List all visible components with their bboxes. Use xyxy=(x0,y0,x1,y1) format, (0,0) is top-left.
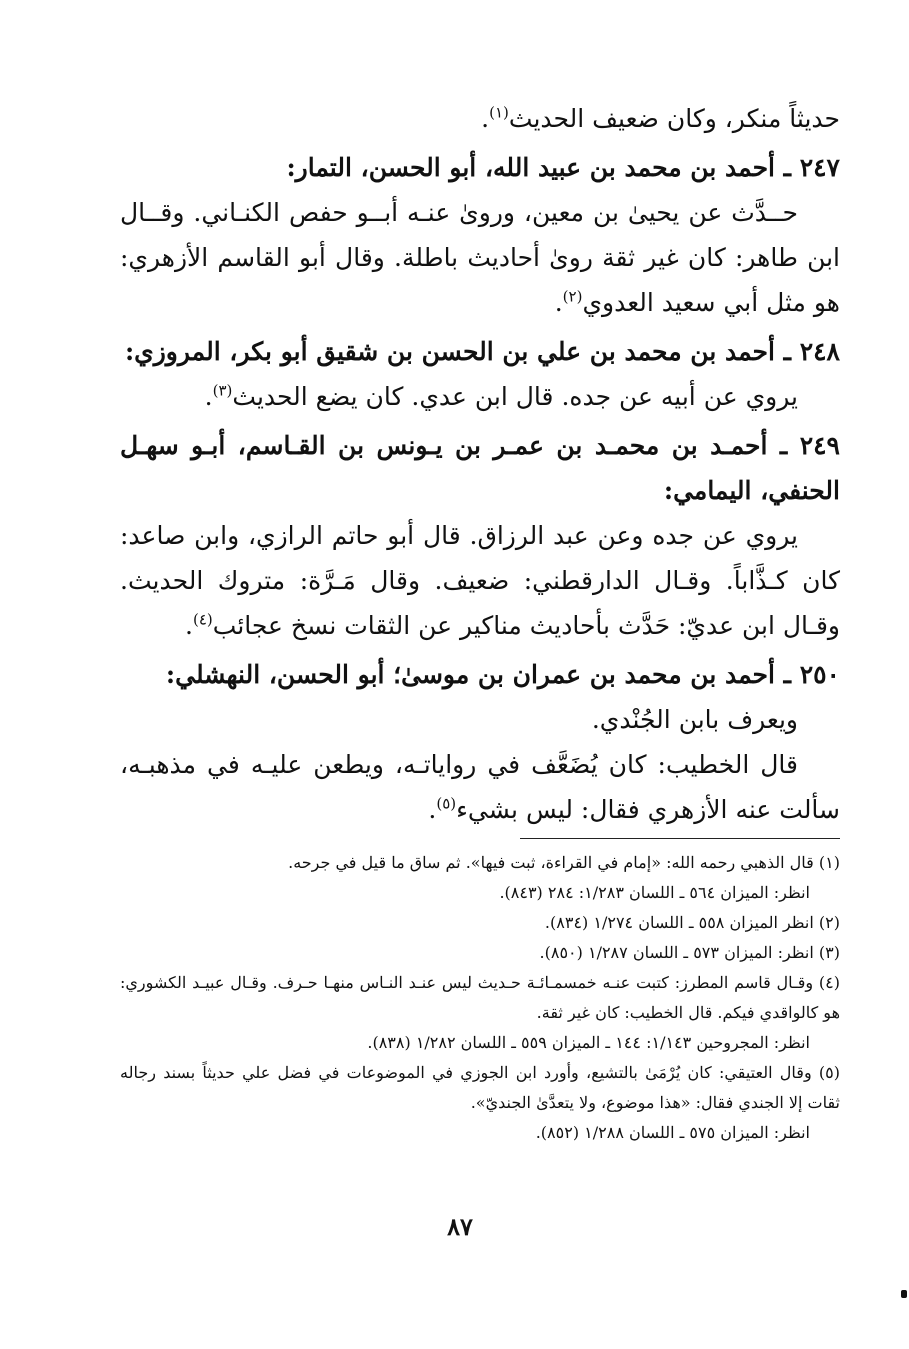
entry-250-text: قال الخطيب: كان يُضَعَّف في رواياتـه، ويطعن عليـه في مذهبـه، سألت عنه الأزهري فقال: ليس بشيء$^{(٥)}$. xyxy=(120,750,840,824)
entry-247-heading: ٢٤٧ ـ أحمد بن محمد بن عبيد الله، أبو الحسن، التمار: xyxy=(286,153,840,182)
footnote-5-ref: انظر: الميزان ٥٧٥ ـ اللسان ١/٢٨٨ (٨٥٢). xyxy=(535,1123,810,1142)
footnotes-section xyxy=(120,848,840,1148)
page-body xyxy=(120,96,840,1142)
entry-249-text: يروي عن جده وعن عبد الرزاق. قال أبو حاتم الرازي، وابن صاعد: كان كـذَّاباً. وقـال الدارقطني: ضعيف. وقال مَـرَّة: متروك الحديث. وقـال ابن عديّ: حَدَّث بأحاديث مناكير عن الثقات نسخ عجائب$^{(٤)}$. xyxy=(120,521,840,640)
entry-247-text: حــدَّث عن يحيىٰ بن معين، وروىٰ عنـه أبــو حفص الكنـاني. وقــال ابن طاهر: كان غير ثقة روىٰ أحاديث باطلة. وقال أبو القاسم الأزهري: هو مثل أبي سعيد العدوي$^{(٢)}$. xyxy=(120,198,840,317)
entry-250-body: قال الخطيب: كان يُضَعَّف في رواياتـه، ويطعن عليـه في مذهبـه، سألت عنه الأزهري فقال: ليس بشيء xyxy=(120,750,840,824)
entry-249-heading: ٢٤٩ ـ أحمـد بن محمـد بن عمـر بن يـونس بن القـاسم، أبـو سهـل الحنفي، اليمامي: xyxy=(120,431,840,505)
footnote-ref-1: (١) xyxy=(489,103,509,122)
continuation-text: حديثاً منكر، وكان ضعيف الحديث xyxy=(508,104,840,133)
footnote-5: (٥) وقال العتيقي: كان يُرْمَىٰ بالتشيع، وأورد ابن الجوزي في الموضوعات في فضل علي حديثاً بسند رجاله ثقات إلا الجندي فقال: «هذا موضوع، ولا يتعدَّىٰ الجنديّ». xyxy=(120,1063,840,1112)
entry-248-heading: ٢٤٨ ـ أحمد بن محمد بن علي بن الحسن بن شقيق أبو بكر، المروزي: xyxy=(124,337,840,366)
entry-250-alias: ويعرف بابن الجُنْدي. xyxy=(591,705,798,734)
footnote-ref-5: (٥) xyxy=(436,794,457,813)
footnote-3: (٣) انظر: الميزان ٥٧٣ ـ اللسان ١/٢٨٧ (٨٥٠). xyxy=(539,943,840,962)
footnote-ref-3: (٣) xyxy=(212,381,233,400)
footnote-1: (١) قال الذهبي رحمه الله: «إمام في القراءة، ثبت فيها». ثم ساق ما قيل في جرحه. xyxy=(288,853,840,872)
page-number: ٨٧ xyxy=(447,1212,473,1241)
footnote-4: (٤) وقـال قاسم المطرز: كتبت عنـه خمسمـائـة حـديث ليس عنـد النـاس منهـا حـرف. وقـال عبيـد الكشوري: هو كالواقدي فيكم. قال الخطيب: كان غير ثقة. xyxy=(120,973,840,1022)
footnote-ref-4: (٤) xyxy=(192,610,213,629)
footnote-divider xyxy=(520,838,840,839)
entry-247-body: حــدَّث عن يحيىٰ بن معين، وروىٰ عنـه أبــو حفص الكنـاني. وقــال ابن طاهر: كان غير ثقة روىٰ أحاديث باطلة. وقال أبو القاسم الأزهري: هو مثل أبي سعيد العدوي xyxy=(120,198,840,317)
entry-248-body: يروي عن أبيه عن جده. قال ابن عدي. كان يضع الحديث xyxy=(232,382,798,411)
entry-249-body: يروي عن جده وعن عبد الرزاق. قال أبو حاتم الرازي، وابن صاعد: كان كـذَّاباً. وقـال الدارقطني: ضعيف. وقال مَـرَّة: متروك الحديث. وقـال ابن عديّ: حَدَّث بأحاديث مناكير عن الثقات نسخ عجائب xyxy=(120,521,840,640)
footnote-4-ref: انظر: المجروحين ١/١٤٣: ١٤٤ ـ الميزان ٥٥٩ ـ اللسان ١/٢٨٢ (٨٣٨). xyxy=(367,1033,810,1052)
entry-248-text: يروي عن أبيه عن جده. قال ابن عدي. كان يضع الحديث$^{(٣)}$. xyxy=(204,381,798,411)
entry-250-heading: ٢٥٠ ـ أحمد بن محمد بن عمران بن موسىٰ؛ أبو الحسن، النهشلي: xyxy=(165,660,840,689)
continuation-line: حديثاً منكر، وكان ضعيف الحديث$^{(١)}$. xyxy=(481,103,840,133)
scan-mark xyxy=(901,1290,907,1298)
footnote-ref-2: (٢) xyxy=(562,287,583,306)
footnote-2: (٢) انظر الميزان ٥٥٨ ـ اللسان ١/٢٧٤ (٨٣٤). xyxy=(544,913,840,932)
footnote-1-ref: انظر: الميزان ٥٦٤ ـ اللسان ١/٢٨٣: ٢٨٤ (٨٤٣). xyxy=(499,883,810,902)
